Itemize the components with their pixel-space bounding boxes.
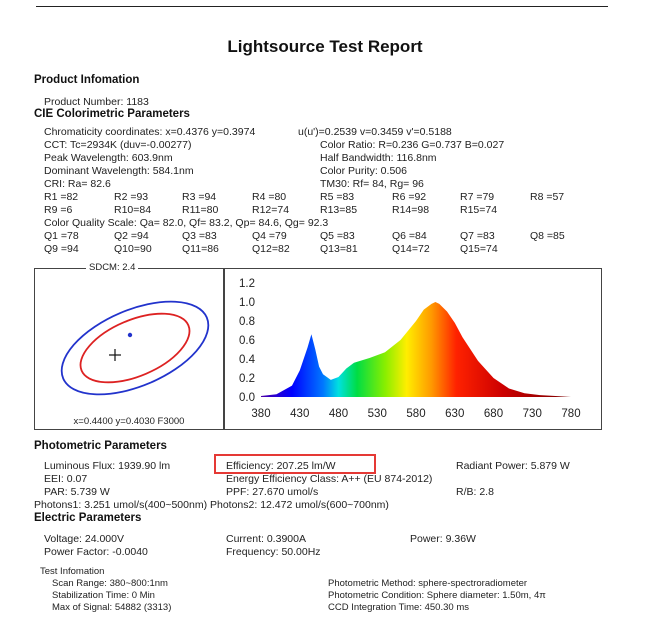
- r-value: R4 =80: [252, 191, 287, 203]
- r-value: R6 =92: [392, 191, 427, 203]
- cct-value: CCT: Tc=2934K (duv=-0.00277): [44, 139, 192, 151]
- x-tick-label: 580: [406, 408, 426, 420]
- sdcm-footer: x=0.4400 y=0.4030 F3000: [73, 416, 185, 427]
- x-tick-label: 480: [328, 408, 349, 420]
- half-bandwidth: Half Bandwidth: 116.8nm: [320, 152, 437, 164]
- spectrum-area: [261, 302, 571, 397]
- r-value: R9 =6: [44, 204, 73, 216]
- y-tick-label: 0.0: [239, 392, 255, 404]
- product-number: Product Number: 1183: [44, 96, 149, 108]
- q-value: Q6 =84: [392, 230, 427, 242]
- q-value: Q8 =85: [530, 230, 565, 242]
- scan-range: Scan Range: 380~800:1nm: [52, 578, 168, 589]
- chromaticity-coordinates: Chromaticity coordinates: x=0.4376 y=0.3974: [44, 126, 256, 138]
- sdcm-diagram: [35, 269, 223, 429]
- r-value: R14=98: [392, 204, 430, 216]
- electric-heading: Electric Parameters: [34, 512, 142, 524]
- ppf: PPF: 27.670 umol/s: [226, 486, 319, 498]
- par: PAR: 5.739 W: [44, 486, 110, 498]
- q-value: Q11=86: [182, 243, 219, 255]
- x-tick-label: 430: [290, 408, 310, 420]
- sdcm-outer-ellipse: [48, 283, 221, 414]
- dominant-wavelength: Dominant Wavelength: 584.1nm: [44, 165, 194, 177]
- r-value: R8 =57: [530, 191, 565, 203]
- x-tick-label: 730: [522, 408, 542, 420]
- measured-point: [128, 333, 132, 337]
- r-value: R5 =83: [320, 191, 355, 203]
- r-value: R1 =82: [44, 191, 79, 203]
- q-value: Q14=72: [392, 243, 430, 255]
- product-heading: Product Infomation: [34, 74, 140, 86]
- q-value: Q1 =78: [44, 230, 79, 242]
- current: Current: 0.3900A: [226, 533, 306, 545]
- q-value: Q12=82: [252, 243, 290, 255]
- eei: EEI: 0.07: [44, 473, 88, 485]
- x-tick-label: 780: [561, 408, 581, 420]
- cie-heading: CIE Colorimetric Parameters: [34, 108, 190, 120]
- color-quality-scale: Color Quality Scale: Qa= 82.0, Qf= 83.2, Qp= 84.6, Qg= 92.3: [44, 217, 329, 229]
- spectrum-panel: [224, 268, 602, 430]
- ccd-integration-time: CCD Integration Time: 450.30 ms: [328, 602, 469, 613]
- sdcm-panel: [34, 268, 224, 430]
- stabilization-time: Stabilization Time: 0 Min: [52, 590, 155, 601]
- uv-coordinates: u(u')=0.2539 v=0.3459 v'=0.5188: [298, 126, 452, 138]
- voltage: Voltage: 24.000V: [44, 533, 124, 545]
- x-tick-label: 530: [367, 408, 387, 420]
- x-tick-label: 630: [445, 408, 465, 420]
- r-value: R15=74: [460, 204, 498, 216]
- power-factor: Power Factor: -0.0040: [44, 546, 148, 558]
- q-value: Q9 =94: [44, 243, 79, 255]
- max-signal: Max of Signal: 54882 (3313): [52, 602, 172, 613]
- x-tick-label: 680: [483, 408, 504, 420]
- sdcm-label: SDCM: 2.4: [86, 262, 138, 273]
- cri-value: CRI: Ra= 82.6: [44, 178, 111, 190]
- q-value: Q3 =83: [182, 230, 217, 242]
- tm30-value: TM30: Rf= 84, Rg= 96: [320, 178, 424, 190]
- photometric-method: Photometric Method: sphere-spectroradiometer: [328, 578, 528, 589]
- q-value: Q13=81: [320, 243, 358, 255]
- top-rule: [36, 6, 608, 7]
- photons: Photons1: 3.251 umol/s(400~500nm) Photons2: 12.472 umol/s(600~700nm): [34, 499, 389, 511]
- radiant-power: Radiant Power: 5.879 W: [456, 460, 570, 472]
- photometric-heading: Photometric Parameters: [34, 440, 167, 452]
- spectrum-chart: [225, 269, 601, 429]
- frequency: Frequency: 50.00Hz: [226, 546, 321, 558]
- luminous-flux: Luminous Flux: 1939.90 lm: [44, 460, 171, 472]
- r-value: R13=85: [320, 204, 358, 216]
- y-tick-label: 1.2: [239, 278, 255, 290]
- q-value: Q10=90: [114, 243, 152, 255]
- r-value: R12=74: [252, 204, 290, 216]
- y-tick-label: 1.0: [239, 297, 255, 309]
- r-value: R7 =79: [460, 191, 495, 203]
- photometric-condition: Photometric Condition: Sphere diameter: 1.50m, 4π: [328, 590, 546, 601]
- q-value: Q4 =79: [252, 230, 287, 242]
- x-tick-label: 380: [251, 408, 271, 420]
- test-heading: Test Infomation: [40, 566, 105, 577]
- y-tick-label: 0.6: [239, 335, 255, 347]
- r-value: R2 =93: [114, 191, 149, 203]
- rb-ratio: R/B: 2.8: [456, 486, 494, 498]
- q-value: Q2 =94: [114, 230, 149, 242]
- y-tick-label: 0.4: [239, 354, 255, 366]
- y-tick-label: 0.8: [239, 316, 255, 328]
- r-value: R10=84: [114, 204, 152, 216]
- q-value: Q15=74: [460, 243, 498, 255]
- color-purity: Color Purity: 0.506: [320, 165, 407, 177]
- peak-wavelength: Peak Wavelength: 603.9nm: [44, 152, 173, 164]
- efficiency: Efficiency: 207.25 lm/W: [226, 460, 336, 472]
- report-title: Lightsource Test Report: [227, 37, 423, 56]
- q-value: Q5 =83: [320, 230, 355, 242]
- q-value: Q7 =83: [460, 230, 495, 242]
- energy-class: Energy Efficiency Class: A++ (EU 874-2012): [226, 473, 433, 485]
- r-value: R3 =94: [182, 191, 217, 203]
- sdcm-inner-ellipse: [71, 300, 200, 397]
- r-value: R11=80: [182, 204, 219, 216]
- y-tick-label: 0.2: [239, 373, 255, 385]
- color-ratio: Color Ratio: R=0.236 G=0.737 B=0.027: [320, 139, 505, 151]
- power: Power: 9.36W: [410, 533, 476, 545]
